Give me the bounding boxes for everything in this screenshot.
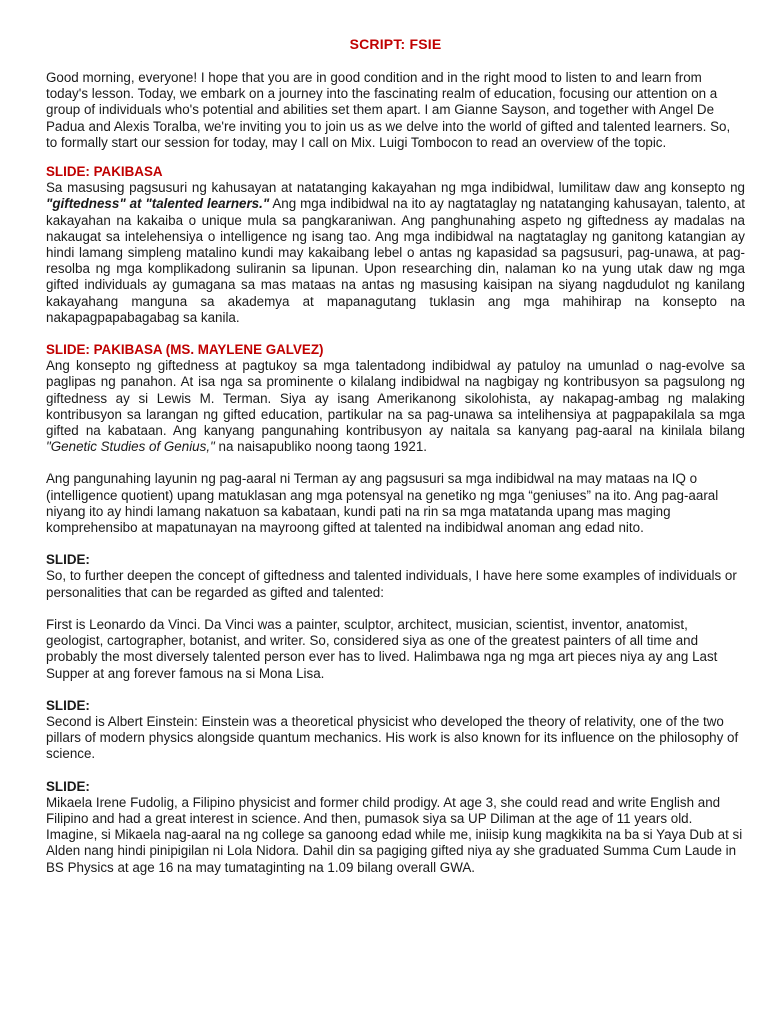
- slide-paragraph: [46, 358, 745, 455]
- intro-paragraph: Good morning, everyone! I hope that you are in good condition and in the right mood to listen to and learn from today's lesson. Today, we embark on a journey into the fascinating realm of education, focusing our attention on a group of individuals who's potential and abilities set them apart. I am Gianne Sayson, and together with Angel De Padua and Alexis Toralba, we're inviting you to join us as we delve into the world of gifted and talented learners. So, to formally start our session for today, may I call on Mix. Luigi Tombocon to read an overview of the topic.: [46, 70, 731, 150]
- slide-heading: SLIDE:: [46, 778, 90, 794]
- text-run: na naisapubliko noong taong 1921.: [214, 439, 427, 455]
- slide-heading: SLIDE:: [46, 697, 90, 713]
- text-run: Ang mga indibidwal na ito ay nagtataglay ng natatanging kahusayan, talento, at kakayahan na kakaiba o unique mula sa pangkaraniwan. Ang panghunahing aspeto ng giftedness ay madalas na nakaugat sa intelehensiya o intelligence ng isang tao. Ang mga indibidwal na nagtataglay ng ganitong katangian ay hindi lamang simpleng matalino kundi may kakaibang lebel o antas ng kapasidad sa pagsusuri, pag-unawa, at pag-resolba ng mga komplikadong suliranin sa lipunan. Upon researching din, nalaman ko na yung utak daw ng mga gifted individuals ay gumagana sa mas mataas na antas ng masusing kaisipan na siyang nagdudulot ng kanilang kakayahang manguna sa akademya at mapanagutang tuklasin ang mga mahihirap na konsepto na nakapagpapabagabag sa kanila.: [46, 196, 745, 325]
- slide-paragraph: So, to further deepen the concept of giftedness and talented individuals, I have here some examples of individuals or personalities that can be regarded as gifted and talented:: [46, 568, 737, 600]
- slide-paragraph: First is Leonardo da Vinci. Da Vinci was a painter, sculptor, architect, musician, scientist, inventor, anatomist, geologist, cartographer, botanist, and writer. So, considered siya as one of the greatest painters of all time and probably the most diversely talented person ever has to lived. Halimbawa nga ng mga art pieces niya ay ang Last Supper at ang forever famous na si Mona Lisa.: [46, 616, 718, 681]
- text-run: Sa masusing pagsusuri ng kahusayan at natatanging kakayahan ng mga indibidwal, lumilitaw daw ang konsepto ng: [46, 180, 745, 196]
- emphasis-text: "giftedness" at "talented learners.": [46, 196, 270, 212]
- slide-section-1: [46, 164, 745, 326]
- slide-heading: SLIDE:: [46, 552, 90, 568]
- slide-paragraph: [46, 180, 745, 326]
- slide-section-3: [46, 552, 745, 681]
- page-title: SCRIPT: FSIE: [349, 36, 442, 52]
- slide-heading: SLIDE: PAKIBASA: [46, 164, 163, 180]
- emphasis-text: "Genetic Studies of Genius,": [46, 439, 215, 455]
- slide-section-4: [46, 698, 745, 763]
- slide-paragraph: Ang pangunahing layunin ng pag-aaral ni Terman ay ang pagsusuri sa mga indibidwal na may mataas na IQ o (intelligence quotient) upang matuklasan ang mga potensyal na genetiko ng mga “geniuses” na ito. Ang pag-aaral niyang ito ay hindi lamang nakatuon sa kabataan, kundi pati na rin sa mga matatanda upang mas maging komprehensibo at mapatunayan na mayroong gifted at talented na indibidwal anoman ang edad nito.: [46, 471, 719, 536]
- slide-paragraph: Mikaela Irene Fudolig, a Filipino physicist and former child prodigy. At age 3, she could read and write English and Filipino and had a great interest in science. And then, pumasok siya sa UP Diliman at the age of 11 years old. Imagine, si Mikaela nag-aaral na ng college sa ganoong edad while me, iniisip kung magkikita na ba si Yaya Dub at si Alden nang hindi pinipigilan ni Lola Nidora. Dahil din sa pagiging gifted niya ay she graduated Summa Cum Laude in BS Physics at age 16 na may tumataginting na 1.09 bilang overall GWA.: [46, 794, 743, 875]
- slide-section-2: [46, 342, 745, 536]
- slide-heading: SLIDE: PAKIBASA (MS. MAYLENE GALVEZ): [46, 342, 324, 358]
- slide-paragraph: Second is Albert Einstein: Einstein was a theoretical physicist who developed the theory of relativity, one of the two pillars of modern physics alongside quantum mechanics. His work is also known for its influence on the philosophy of science.: [46, 713, 739, 762]
- text-run: Ang konsepto ng giftedness at pagtukoy sa mga talentadong indibidwal ay patuloy na umunlad o nag-evolve sa paglipas ng panahon. At isa nga sa prominente o kilalang indibidwal na nagbigay ng kontribusyon sa pagsulong ng giftedness ay si Lewis M. Terman. Siya ay isang Amerikanong sikolohista, ay nakapag-ambag ng malaking kontribusyon sa larangan ng gifted education, partikular na sa pag-unawa sa intelihensiya at pagpapakilala sa mga gifted na kabataan. Ang kanyang pangunahing kontribusyon ay naitala sa kanyang pag-aaral na kinilala bilang: [46, 358, 745, 439]
- slide-section-5: [46, 779, 745, 876]
